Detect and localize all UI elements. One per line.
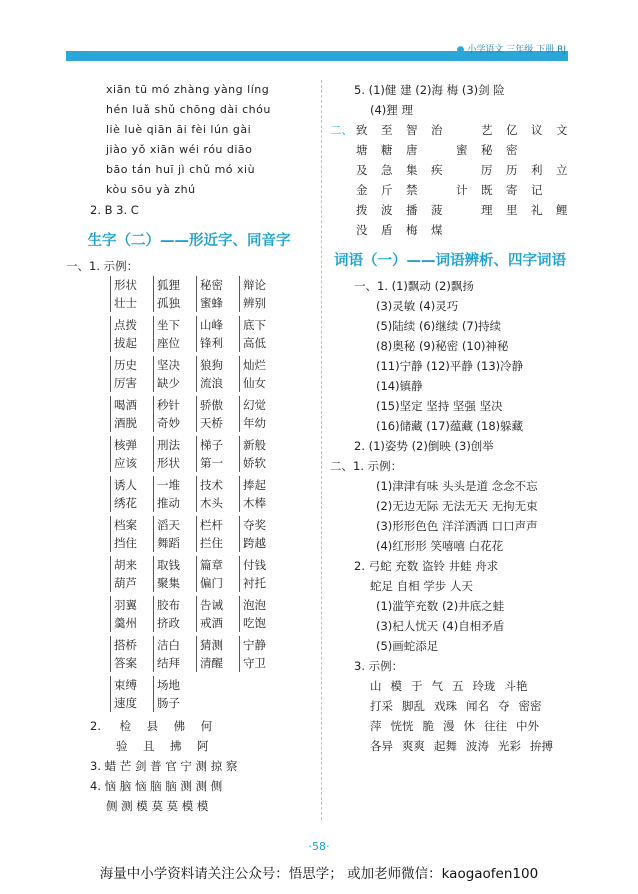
word-pair-item: 羹州 bbox=[114, 616, 137, 630]
word-pair bbox=[153, 636, 196, 672]
word-pair bbox=[153, 396, 196, 432]
word-pair-item: 点拨 bbox=[114, 318, 137, 332]
char-cell bbox=[556, 180, 581, 200]
word-pair-item: 梯子 bbox=[200, 438, 223, 452]
word-pair bbox=[153, 516, 196, 552]
question-4-row: 侧 测 模 莫 莫 模 模 bbox=[106, 799, 209, 813]
word-pair bbox=[239, 436, 282, 472]
word-pair bbox=[196, 516, 239, 552]
word-pair-item: 胡来 bbox=[114, 558, 137, 572]
word-pair-item: 形状 bbox=[157, 456, 180, 470]
word-pair-item: 高低 bbox=[243, 336, 266, 350]
answer-line: (14)镇静 bbox=[376, 379, 423, 393]
char-cell: 厉 bbox=[481, 163, 493, 177]
word-pair-item: 辨别 bbox=[243, 296, 266, 310]
answer-line: (15)坚定 坚持 坚强 坚决 bbox=[376, 399, 503, 413]
word-pair bbox=[239, 356, 282, 392]
pinyin-line: bāo tán huī jì chǔ mó xiù bbox=[106, 163, 256, 176]
word-pair-item: 推动 bbox=[157, 496, 180, 510]
word-pair-item: 仙女 bbox=[243, 376, 266, 390]
word-pair-item: 喝酒 bbox=[114, 398, 137, 412]
question-1-label: 一、1. 示例： bbox=[66, 259, 139, 273]
word-pair-item: 挡住 bbox=[114, 536, 137, 550]
example-word: 气 bbox=[431, 679, 443, 693]
word-pair bbox=[239, 596, 282, 632]
char-cells bbox=[356, 200, 581, 220]
char-row bbox=[330, 120, 570, 140]
word-pair-item: 秒针 bbox=[157, 398, 180, 412]
char-cell bbox=[456, 220, 481, 240]
word-pair bbox=[153, 316, 196, 352]
q2-cell: 何 bbox=[200, 719, 213, 733]
example-word: 模 bbox=[390, 679, 402, 693]
char-cell: 治 bbox=[431, 123, 443, 137]
word-pair-item: 壮士 bbox=[114, 296, 137, 310]
word-pair bbox=[196, 636, 239, 672]
word-pair-item: 档案 bbox=[114, 518, 137, 532]
example-word: 拚搏 bbox=[530, 739, 553, 753]
word-pair-item: 核弹 bbox=[114, 438, 137, 452]
example-word: 漫 bbox=[443, 719, 455, 733]
idiom-line: (1)津津有味 头头是道 念念不忘 bbox=[376, 479, 538, 493]
char-cell bbox=[481, 220, 506, 240]
word-pair-item: 夺奖 bbox=[243, 518, 266, 532]
word-pair-item: 山峰 bbox=[200, 318, 223, 332]
word-pair-item: 形状 bbox=[114, 278, 137, 292]
word-pair-item: 拦住 bbox=[200, 536, 223, 550]
answer-line: (8)奥秘 (9)秘密 (10)神秘 bbox=[376, 339, 509, 353]
word-pair-item: 场地 bbox=[157, 678, 180, 692]
char-cells bbox=[356, 220, 581, 240]
word-pair-item: 跨越 bbox=[243, 536, 266, 550]
char-cell bbox=[456, 200, 481, 220]
char-cell bbox=[431, 180, 456, 200]
idiom-answer: (1)滥竽充数 (2)井底之蛙 bbox=[376, 599, 505, 613]
word-pair bbox=[153, 436, 196, 472]
char-cell: 拨 bbox=[356, 203, 368, 217]
char-cell: 密 bbox=[506, 143, 518, 157]
word-pair-item: 木头 bbox=[200, 496, 223, 510]
char-cell: 疾 bbox=[431, 163, 443, 177]
word-pair-item: 坐下 bbox=[157, 318, 180, 332]
word-pair bbox=[196, 276, 239, 312]
idiom-line: (2)无边无际 无法无天 无拘无束 bbox=[376, 499, 538, 513]
example-word: 萍 bbox=[370, 719, 382, 733]
word-pair-item: 吃饱 bbox=[243, 616, 266, 630]
example-word: 往往 bbox=[484, 719, 507, 733]
example-word: 各异 bbox=[370, 739, 393, 753]
idiom-answer: (5)画蛇添足 bbox=[376, 639, 439, 653]
word-pair bbox=[239, 396, 282, 432]
word-pair-item: 答案 bbox=[114, 656, 137, 670]
word-pair-item: 守卫 bbox=[243, 656, 266, 670]
word-pair-item: 衬托 bbox=[243, 576, 266, 590]
char-cell bbox=[456, 160, 481, 180]
char-cell: 菠 bbox=[431, 203, 443, 217]
char-cell: 立 bbox=[556, 163, 568, 177]
example-word: 戏珠 bbox=[434, 699, 457, 713]
word-pair bbox=[110, 636, 153, 672]
word-pair-item: 羽翼 bbox=[114, 598, 137, 612]
page-number: ·58· bbox=[308, 840, 330, 853]
char-cell bbox=[431, 140, 456, 160]
word-pair-item: 娇软 bbox=[243, 456, 266, 470]
word-pair-item: 木棒 bbox=[243, 496, 266, 510]
word-pair bbox=[196, 476, 239, 512]
word-pair-item: 狐狸 bbox=[157, 278, 180, 292]
word-pair bbox=[110, 516, 153, 552]
q2-cells bbox=[116, 736, 224, 756]
header-grade: 三年级 bbox=[506, 45, 534, 55]
char-cell: 既 bbox=[481, 183, 493, 197]
char-cell bbox=[556, 140, 581, 160]
answer-5-row: (4)狸 理 bbox=[370, 103, 413, 117]
char-row bbox=[330, 220, 570, 240]
section-title: 词语（一）——词语辨析、四字词语 bbox=[334, 253, 566, 269]
word-pair-item: 辩论 bbox=[243, 278, 266, 292]
word-pair-item: 捧起 bbox=[243, 478, 266, 492]
char-cell: 至 bbox=[381, 123, 393, 137]
char-cell bbox=[531, 220, 556, 240]
q2-cell: 佛 bbox=[173, 719, 186, 733]
word-pair bbox=[110, 436, 153, 472]
q2-cell: 阿 bbox=[197, 739, 209, 753]
char-cell: 波 bbox=[381, 203, 393, 217]
word-pair-item: 孤独 bbox=[157, 296, 180, 310]
char-cell: 煤 bbox=[431, 223, 443, 237]
word-pair-item: 刑法 bbox=[157, 438, 180, 452]
example-word: 山 bbox=[370, 679, 382, 693]
word-pair bbox=[196, 596, 239, 632]
word-pair-item: 挤政 bbox=[157, 616, 180, 630]
char-cell: 没 bbox=[356, 223, 368, 237]
word-pair bbox=[196, 396, 239, 432]
word-pair-item: 天桥 bbox=[200, 416, 223, 430]
q2-cell: 且 bbox=[143, 739, 155, 753]
word-pair-item: 坚决 bbox=[157, 358, 180, 372]
word-pair bbox=[153, 356, 196, 392]
word-pair-item: 泡泡 bbox=[243, 598, 266, 612]
word-pair-item: 底下 bbox=[243, 318, 266, 332]
word-pair-item: 速度 bbox=[114, 696, 137, 710]
answer-line: 一、1. (1)飘动 (2)飘扬 bbox=[354, 279, 474, 293]
word-pair-item: 聚集 bbox=[157, 576, 180, 590]
left-column bbox=[66, 80, 312, 816]
example-word: 闻名 bbox=[466, 699, 489, 713]
answer-line: (3)灵敏 (4)灵巧 bbox=[376, 299, 459, 313]
q2-cell: 拂 bbox=[170, 739, 182, 753]
word-pair bbox=[239, 276, 282, 312]
word-pair bbox=[239, 476, 282, 512]
pinyin-line: kòu sōu yà zhú bbox=[106, 183, 196, 196]
word-pair-item: 新般 bbox=[243, 438, 266, 452]
header-edition: RJ bbox=[557, 45, 566, 55]
char-cell: 唐 bbox=[406, 143, 418, 157]
word-pair-item: 取钱 bbox=[157, 558, 180, 572]
section-2-q2b: 蛇足 自相 学步 人天 bbox=[370, 579, 473, 593]
question-3: 3. 蜡 芒 剑 普 官 宁 测 掠 察 bbox=[90, 759, 238, 773]
example-word: 于 bbox=[411, 679, 423, 693]
question-2-row bbox=[66, 736, 312, 756]
example-word: 波涛 bbox=[466, 739, 489, 753]
char-row bbox=[330, 200, 570, 220]
word-pairs-grid bbox=[110, 276, 312, 712]
char-cell: 禁 bbox=[406, 183, 418, 197]
word-pair-item: 厉害 bbox=[114, 376, 137, 390]
word-pair-item: 宁静 bbox=[243, 638, 266, 652]
char-cell: 斤 bbox=[381, 183, 393, 197]
section-title: 生字（二）——形近字、同音字 bbox=[87, 233, 291, 249]
example-word: 夺 bbox=[498, 699, 510, 713]
word-pair bbox=[110, 596, 153, 632]
char-cell: 里 bbox=[506, 203, 518, 217]
char-cell: 急 bbox=[381, 163, 393, 177]
word-pair-item: 酒脱 bbox=[114, 416, 137, 430]
q2-cells bbox=[120, 716, 228, 736]
word-pair-item: 偏门 bbox=[200, 576, 223, 590]
word-pair-item: 胶布 bbox=[157, 598, 180, 612]
word-pair-item: 滔天 bbox=[157, 518, 180, 532]
word-pair bbox=[239, 316, 282, 352]
word-pair-item: 座位 bbox=[157, 336, 180, 350]
column-divider bbox=[321, 80, 322, 820]
char-cell: 议 bbox=[531, 123, 543, 137]
example-word: 玲珑 bbox=[472, 679, 496, 693]
header-series: 小学语文 bbox=[467, 45, 504, 55]
idiom-line: (4)红形形 笑嘻嘻 白花花 bbox=[376, 539, 504, 553]
example-row bbox=[330, 676, 570, 696]
word-pair-item: 猜测 bbox=[200, 638, 223, 652]
word-pair-item: 一堆 bbox=[157, 478, 180, 492]
pinyin-line: xiān tū mó zhàng yàng líng bbox=[106, 83, 270, 96]
word-pair-item: 蜜蜂 bbox=[200, 296, 223, 310]
char-row bbox=[330, 180, 570, 200]
char-cell: 文 bbox=[556, 123, 568, 137]
char-cell: 蜜 bbox=[456, 143, 468, 157]
char-cell: 梅 bbox=[406, 223, 418, 237]
char-cell: 历 bbox=[506, 163, 518, 177]
word-pair-item: 应该 bbox=[114, 456, 137, 470]
word-pair bbox=[153, 676, 196, 712]
pinyin-line: liè luè qiān āi fèi lún gài bbox=[106, 123, 252, 136]
char-cell: 计 bbox=[456, 183, 468, 197]
example-word: 密密 bbox=[518, 699, 542, 713]
section-2-rows bbox=[330, 120, 570, 240]
example-word: 休 bbox=[463, 719, 475, 733]
example-word: 斗艳 bbox=[504, 679, 528, 693]
word-pair-item: 清醒 bbox=[200, 656, 223, 670]
word-pair bbox=[110, 476, 153, 512]
char-cell bbox=[531, 140, 556, 160]
word-pair bbox=[153, 476, 196, 512]
section-2-q2: 2. 弓蛇 充数 盗铃 井蛙 舟求 bbox=[354, 559, 499, 573]
word-pair-item: 奇妙 bbox=[157, 416, 180, 430]
char-row bbox=[330, 140, 570, 160]
char-cells bbox=[356, 140, 581, 160]
example-word: 光彩 bbox=[498, 739, 521, 753]
char-cell: 集 bbox=[406, 163, 418, 177]
char-cell: 寄 bbox=[506, 183, 518, 197]
char-cell bbox=[456, 120, 481, 140]
char-cell: 记 bbox=[531, 183, 543, 197]
char-cell: 播 bbox=[406, 203, 418, 217]
char-cells bbox=[356, 120, 581, 140]
word-pair-item: 戒酒 bbox=[200, 616, 223, 630]
answer-line: (11)宁静 (12)平静 (13)冷静 bbox=[376, 359, 524, 373]
word-pair-item: 拔起 bbox=[114, 336, 137, 350]
answer-item-2: 2. B 3. C bbox=[90, 203, 139, 217]
section-3-label: 3. 示例： bbox=[354, 659, 404, 673]
char-cell: 塘 bbox=[356, 143, 368, 157]
example-word: 恍恍 bbox=[390, 719, 414, 733]
word-pair-item: 搭桥 bbox=[114, 638, 137, 652]
char-cell: 艺 bbox=[481, 123, 493, 137]
question-2-label: 2. bbox=[90, 719, 101, 733]
word-pair-item: 幻觉 bbox=[243, 398, 266, 412]
char-cell: 利 bbox=[531, 163, 543, 177]
answer-line: 2. (1)姿势 (2)倒映 (3)创举 bbox=[354, 439, 494, 453]
q2-cell: 验 bbox=[116, 739, 128, 753]
example-row bbox=[330, 696, 570, 716]
word-pair-item: 狼狗 bbox=[200, 358, 223, 372]
footer-note: 海量中小学资料请关注公众号：悟思学； 或加老师微信：kaogaofen100 bbox=[99, 866, 539, 882]
example-word: 打采 bbox=[370, 699, 393, 713]
word-pair-item: 栏杆 bbox=[200, 518, 223, 532]
bullet-icon: ● bbox=[456, 45, 465, 55]
word-pair-item: 历史 bbox=[114, 358, 137, 372]
example-word: 脚乱 bbox=[402, 699, 425, 713]
word-pair bbox=[153, 596, 196, 632]
pinyin-line: jiào yǒ xiān wéi róu diāo bbox=[106, 143, 253, 156]
char-cell: 及 bbox=[356, 163, 368, 177]
word-pair bbox=[110, 276, 153, 312]
word-pair bbox=[239, 636, 282, 672]
char-row bbox=[330, 160, 570, 180]
char-cell: 智 bbox=[406, 123, 418, 137]
section-2-items bbox=[330, 476, 570, 556]
char-cells bbox=[356, 180, 581, 200]
char-cell: 糖 bbox=[381, 143, 393, 157]
example-row bbox=[330, 716, 570, 736]
char-cell: 金 bbox=[356, 183, 368, 197]
idiom-answer: (3)杞人忧天 (4)自相矛盾 bbox=[376, 619, 505, 633]
example-word: 中外 bbox=[516, 719, 539, 733]
word-pair bbox=[110, 676, 153, 712]
char-cells bbox=[356, 160, 581, 180]
example-row bbox=[330, 736, 570, 756]
example-word: 脆 bbox=[422, 719, 434, 733]
char-cell: 理 bbox=[481, 203, 493, 217]
word-pair-item: 洁白 bbox=[157, 638, 180, 652]
word-pair bbox=[196, 436, 239, 472]
word-pair-item: 束缚 bbox=[114, 678, 137, 692]
idiom-line: (3)形形色色 洋洋洒洒 口口声声 bbox=[376, 519, 538, 533]
word-pair bbox=[110, 556, 153, 592]
char-cell: 鲤 bbox=[556, 203, 568, 217]
word-pair-item: 技术 bbox=[200, 478, 223, 492]
header-label bbox=[457, 42, 566, 55]
answer-5-row: 5. (1)健 建 (2)海 梅 (3)剑 险 bbox=[354, 83, 505, 97]
section-2-label: 二、 bbox=[330, 123, 353, 137]
word-pair-item: 年幼 bbox=[243, 416, 266, 430]
example-word: 爽爽 bbox=[402, 739, 425, 753]
answer-line: (16)储藏 (17)蕴藏 (18)躲藏 bbox=[376, 419, 524, 433]
section-2-label: 二、1. 示例： bbox=[330, 459, 403, 473]
right-column bbox=[330, 80, 570, 756]
example-word: 起舞 bbox=[434, 739, 457, 753]
word-pair bbox=[239, 516, 282, 552]
char-cell bbox=[506, 220, 531, 240]
word-pair bbox=[153, 276, 196, 312]
word-pair-item: 篇章 bbox=[200, 558, 223, 572]
word-pair bbox=[239, 556, 282, 592]
example-word: 五 bbox=[452, 679, 464, 693]
section-2-q2c bbox=[330, 596, 570, 656]
word-pair-item: 告诫 bbox=[200, 598, 223, 612]
word-pair-item: 流浪 bbox=[200, 376, 223, 390]
section-3-rows bbox=[330, 676, 570, 756]
char-cell: 盾 bbox=[381, 223, 393, 237]
word-pair bbox=[196, 316, 239, 352]
char-cell: 秘 bbox=[481, 143, 493, 157]
word-pair-item: 结拜 bbox=[157, 656, 180, 670]
word-pair-item: 诱人 bbox=[114, 478, 137, 492]
section-1-answers bbox=[330, 276, 570, 456]
word-pair bbox=[196, 356, 239, 392]
word-pair-item: 付钱 bbox=[243, 558, 266, 572]
char-cell bbox=[556, 220, 581, 240]
word-pair bbox=[110, 396, 153, 432]
q2-cell: 检 bbox=[119, 719, 132, 733]
char-cell: 亿 bbox=[506, 123, 518, 137]
word-pair-item: 缺少 bbox=[157, 376, 180, 390]
char-cell: 致 bbox=[356, 123, 368, 137]
question-4-row: 4. 恼 脑 恼 脑 脑 测 测 侧 bbox=[90, 779, 223, 793]
word-pair bbox=[196, 556, 239, 592]
answer-line: (5)陆续 (6)继续 (7)持续 bbox=[376, 319, 502, 333]
question-2-row bbox=[66, 716, 312, 736]
header-term: 下册 bbox=[536, 45, 555, 55]
word-pair-item: 骄傲 bbox=[200, 398, 223, 412]
word-pair-item: 肠子 bbox=[157, 696, 180, 710]
char-cell: 礼 bbox=[531, 203, 543, 217]
word-pair bbox=[153, 556, 196, 592]
word-pair-item: 第一 bbox=[200, 456, 223, 470]
word-pair-item: 舞蹈 bbox=[157, 536, 180, 550]
word-pair-item: 灿烂 bbox=[243, 358, 266, 372]
word-pair-item: 葫芦 bbox=[114, 576, 137, 590]
word-pair-item: 锋利 bbox=[200, 336, 223, 350]
word-pair bbox=[110, 316, 153, 352]
word-pair-item: 秘密 bbox=[200, 278, 223, 292]
pinyin-line: hén luǎ shǔ chōng dài chóu bbox=[106, 103, 271, 116]
word-pair bbox=[110, 356, 153, 392]
word-pair-item: 绣花 bbox=[114, 496, 137, 510]
q2-cell: 县 bbox=[146, 719, 159, 733]
